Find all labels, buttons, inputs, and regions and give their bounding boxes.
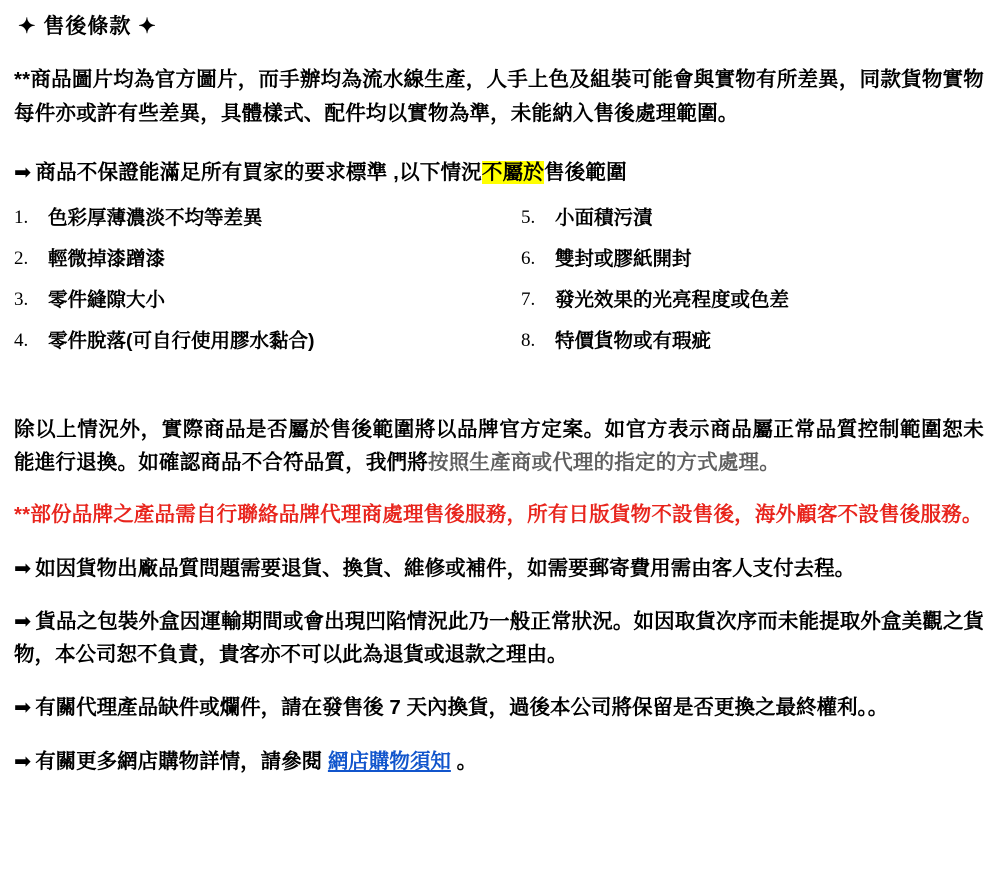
list-item — [14, 204, 499, 233]
bullet-missing-parts — [14, 691, 984, 724]
list-item — [521, 286, 984, 315]
list-item-label: 小面積污漬 — [555, 206, 653, 229]
bullet-shipping-cost — [14, 552, 984, 585]
list-item — [521, 245, 984, 274]
list-item-number: 6. — [521, 247, 536, 269]
list-item — [14, 286, 499, 315]
arrow-icon: ➡ — [14, 159, 32, 184]
list-item-label: 色彩厚薄濃淡不均等差異 — [48, 206, 263, 229]
list-item — [14, 327, 499, 356]
list-item-number: 3. — [14, 289, 29, 311]
spacer — [14, 369, 984, 395]
red-notice: **部份品牌之產品需自行聯絡品牌代理商處理售後服務，所有日版貨物不設售後，海外顧客不設售後服務。 — [14, 503, 983, 526]
arrow-icon: ➡ — [14, 555, 32, 580]
bullet-more-info-after: 。 — [450, 749, 478, 773]
list-item — [521, 327, 984, 356]
list-item-label: 輕微掉漆蹭漆 — [48, 247, 166, 270]
list-item-label: 特價貨物或有瑕疵 — [555, 330, 712, 353]
policy-paragraph-main: 除以上情況外，實際商品是否屬於售後範圍將以品牌官方定案。如官方表示商品屬正常品質控制範圍恕未能進行退換。如確認商品不合符品質，我們將 — [14, 417, 984, 474]
exclusions-left-column — [14, 204, 499, 369]
exclusions-lists — [14, 204, 984, 369]
bullet-more-info-before: 有關更多網店購物詳情，請參閱 — [35, 749, 328, 773]
intro-paragraph: **商品圖片均為官方圖片，而手辦均為流水線生產，人手上色及組裝可能會與實物有所差異，同款貨物實物每件亦或許有些差異，具體樣式、配件均以實物為準，未能納入售後處理範圍。 — [14, 68, 984, 125]
list-item-label: 雙封或膠紙開封 — [555, 247, 692, 270]
bullet-missing-parts-text: 有關代理產品缺件或爛件，請在發售後 7 天內換貨，過後本公司將保留是否更換之最終權利。。 — [35, 696, 889, 720]
bullet-box-condition-text: 貨品之包裝外盒因運輸期間或會出現凹陷情況此乃一般正常狀況。如因取貨次序而未能提取外盒美觀之貨物，本公司恕不負責，貴客亦不可以此為退貨或退款之理由。 — [14, 610, 984, 667]
policy-paragraph — [14, 413, 984, 479]
scope-line — [14, 156, 984, 190]
list-item-label: 發光效果的光亮程度或色差 — [555, 289, 790, 312]
scope-line-before: 商品不保證能滿足所有買家的要求標準 ,以下情況 — [35, 160, 482, 184]
bullet-more-info — [14, 745, 984, 778]
scope-highlight: 不屬於 — [481, 160, 544, 184]
list-item-number: 2. — [14, 247, 29, 269]
list-item — [14, 245, 499, 274]
list-item-number: 7. — [521, 289, 536, 311]
arrow-icon: ➡ — [14, 609, 32, 633]
exclusions-right-column — [499, 204, 984, 369]
page-title: ✦ 售後條款 ✦ — [18, 15, 157, 38]
bullet-box-condition — [14, 605, 984, 671]
arrow-icon: ➡ — [14, 695, 32, 720]
bullet-shipping-cost-text: 如因貨物出廠品質問題需要退貨、換貨、維修或補件，如需要郵寄費用需由客人支付去程。 — [35, 556, 856, 580]
list-item-number: 4. — [14, 330, 29, 352]
list-item-number: 5. — [521, 206, 536, 228]
list-item-label: 零件縫隙大小 — [48, 289, 166, 312]
shopping-guide-link[interactable]: 網店購物須知 — [327, 749, 451, 773]
list-item-number: 1. — [14, 206, 29, 228]
list-item-label: 零件脫落(可自行使用膠水黏合) — [48, 330, 315, 353]
policy-paragraph-muted: 按照生產商或代理的指定的方式處理。 — [428, 450, 780, 474]
list-item — [521, 204, 984, 233]
list-item-number: 8. — [521, 330, 536, 352]
arrow-icon: ➡ — [14, 748, 32, 773]
scope-line-after: 售後範圍 — [544, 160, 627, 184]
